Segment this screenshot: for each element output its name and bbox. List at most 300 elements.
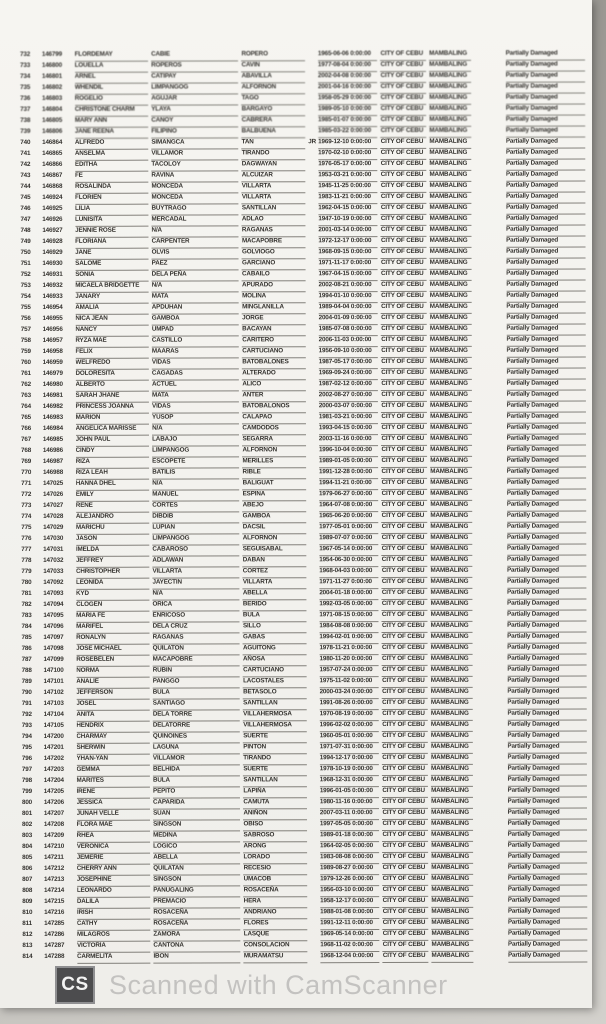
status-value: Partially Damaged: [508, 830, 587, 842]
middle-name: DELA TORRE: [153, 709, 240, 721]
record-id: 147031: [43, 545, 64, 553]
city: CITY OF CEBU: [382, 522, 428, 534]
middle-name: SINGSON: [153, 819, 240, 831]
middle-name: LABAJO: [152, 434, 239, 446]
city: CITY OF CEBU: [382, 676, 428, 688]
middle-name: DELA CRUZ: [153, 621, 240, 633]
last-name: GABAS: [243, 632, 307, 644]
record-id: 146866: [42, 160, 63, 168]
status-value: Partially Damaged: [506, 126, 585, 138]
first-name: SHERWIN: [76, 743, 149, 755]
city: CITY OF CEBU: [381, 269, 427, 281]
status-value: Partially Damaged: [508, 797, 587, 809]
first-name: JOSEL: [76, 699, 149, 711]
last-name: MINGLANILLA: [242, 302, 306, 314]
record-id: 146954: [42, 303, 63, 311]
city: CITY OF CEBU: [382, 621, 428, 633]
record-id: 147285: [44, 919, 65, 927]
status-value: Partially Damaged: [508, 808, 587, 820]
middle-name: LIMPANGOG: [151, 82, 238, 94]
status-value: Partially Damaged: [506, 82, 585, 94]
status-value: Partially Damaged: [507, 456, 586, 468]
city: CITY OF CEBU: [381, 324, 427, 336]
middle-name: VIDAS: [152, 357, 239, 369]
last-name: ALCUIZAR: [242, 170, 306, 182]
last-name: JORGE: [242, 313, 306, 325]
status-value: Partially Damaged: [506, 247, 585, 259]
record-id: 146931: [42, 270, 63, 278]
birthdate: 1984-08-08 0:00:00: [319, 621, 379, 633]
record-id: 146957: [42, 336, 63, 344]
city: CITY OF CEBU: [383, 874, 429, 886]
birthdate: 1962-04-15 0:00:00: [318, 203, 378, 215]
last-name: CALAPAO: [242, 412, 306, 424]
status-value: Partially Damaged: [506, 368, 585, 380]
record-id: 147214: [44, 886, 65, 894]
record-id: 146926: [42, 215, 63, 223]
first-name: MARICHU: [76, 523, 149, 535]
last-name: LORADO: [244, 852, 308, 864]
barangay: MAMBALING: [429, 104, 471, 116]
status-value: Partially Damaged: [507, 764, 586, 776]
city: CITY OF CEBU: [383, 852, 429, 864]
middle-name: N/A: [152, 478, 239, 490]
middle-name: MACAPOBRE: [153, 654, 240, 666]
middle-name: PANGGO: [153, 676, 240, 688]
city: CITY OF CEBU: [382, 797, 428, 809]
middle-name: ENRICOSO: [153, 610, 240, 622]
middle-name: LAGUNA: [153, 742, 240, 754]
last-name: GOLVIOGO: [242, 247, 306, 259]
barangay: MAMBALING: [429, 93, 471, 105]
first-name: FLORDEMAY: [75, 50, 148, 62]
middle-name: ROSACEÑA: [153, 918, 240, 930]
first-name: ROGELIO: [75, 94, 148, 106]
middle-name: CASTILLO: [152, 335, 239, 347]
middle-name: LIMPANGOG: [152, 533, 239, 545]
status-value: Partially Damaged: [507, 522, 586, 534]
first-name: MARIFEL: [76, 622, 149, 634]
birthdate: 1989-01-18 0:00:00: [320, 830, 380, 842]
first-name: NANCY: [75, 325, 148, 337]
record-id: 146864: [42, 138, 63, 146]
records-rows: [20, 49, 590, 963]
last-name: GAMBOA: [243, 511, 307, 523]
last-name: SABROSO: [243, 830, 307, 842]
barangay: MAMBALING: [431, 929, 473, 941]
city: CITY OF CEBU: [381, 214, 427, 226]
record-id: 147097: [43, 633, 64, 641]
city: CITY OF CEBU: [382, 775, 428, 787]
birthdate: 1958-05-29 0:00:00: [318, 93, 378, 105]
status-value: Partially Damaged: [508, 819, 587, 831]
status-value: Partially Damaged: [508, 863, 587, 875]
city: CITY OF CEBU: [382, 786, 428, 798]
birthdate: 1969-09-24 0:00:00: [319, 368, 379, 380]
record-id: 147216: [44, 908, 65, 916]
last-name: ROSACEÑA: [244, 885, 308, 897]
city: CITY OF CEBU: [381, 390, 427, 402]
first-name: RIZA: [76, 457, 149, 469]
status-value: Partially Damaged: [506, 390, 585, 402]
city: CITY OF CEBU: [382, 665, 428, 677]
city: CITY OF CEBU: [381, 302, 427, 314]
status-value: Partially Damaged: [507, 434, 586, 446]
record-id: 147032: [43, 556, 64, 564]
middle-name: MONCEDA: [151, 192, 238, 204]
first-name: ARNEL: [75, 72, 148, 84]
barangay: MAMBALING: [429, 126, 471, 138]
first-name: JESSICA: [77, 798, 150, 810]
barangay: MAMBALING: [430, 346, 472, 358]
middle-name: ABELLA: [153, 852, 240, 864]
city: CITY OF CEBU: [383, 885, 429, 897]
record-id: 147102: [43, 688, 64, 696]
city: CITY OF CEBU: [381, 192, 427, 204]
city: CITY OF CEBU: [381, 291, 427, 303]
city: CITY OF CEBU: [381, 126, 427, 138]
birthdate: 1968-12-31 0:00:00: [320, 775, 380, 787]
last-name: APURADO: [242, 280, 306, 292]
birthdate: 1987-05-17 0:00:00: [319, 357, 379, 369]
row-number: 808: [22, 886, 33, 894]
barangay: MAMBALING: [429, 49, 471, 61]
row-number: 803: [22, 831, 33, 839]
status-value: Partially Damaged: [507, 731, 586, 743]
barangay: MAMBALING: [431, 654, 473, 666]
city: CITY OF CEBU: [382, 742, 428, 754]
middle-name: VILLARTA: [152, 566, 239, 578]
row-number: 771: [21, 479, 32, 487]
last-name: CARITERO: [242, 335, 306, 347]
first-name: ROSEBELEN: [76, 655, 149, 667]
status-value: Partially Damaged: [507, 742, 586, 754]
last-name: ESPINA: [243, 489, 307, 501]
record-id: 146932: [42, 281, 63, 289]
first-name: ALEJANDRO: [76, 512, 149, 524]
record-id: 147100: [43, 666, 64, 674]
status-value: Partially Damaged: [507, 478, 586, 490]
row-number: 760: [20, 358, 31, 366]
first-name: DALILA: [77, 897, 150, 909]
first-name: NICA JEAN: [75, 314, 148, 326]
status-value: Partially Damaged: [508, 896, 587, 908]
row-number: 805: [22, 853, 33, 861]
barangay: MAMBALING: [429, 159, 471, 171]
record-id: 147105: [43, 721, 64, 729]
first-name: CHERRY ANN: [77, 864, 150, 876]
barangay: MAMBALING: [431, 621, 473, 633]
city: CITY OF CEBU: [381, 258, 427, 270]
status-value: Partially Damaged: [506, 236, 585, 248]
record-id: 146985: [42, 435, 63, 443]
record-id: 147215: [44, 897, 65, 905]
last-name: DAGWAYAN: [242, 159, 306, 171]
last-name: CORTEZ: [243, 566, 307, 578]
barangay: MAMBALING: [431, 808, 473, 820]
birthdate: 1978-10-19 0:00:00: [320, 764, 380, 776]
birthdate: 1978-11-21 0:00:00: [319, 643, 379, 655]
birthdate: 1967-05-14 0:00:00: [319, 544, 379, 556]
barangay: MAMBALING: [431, 863, 473, 875]
middle-name: CANOY: [151, 115, 238, 127]
middle-name: JAYECTIN: [152, 577, 239, 589]
barangay: MAMBALING: [430, 258, 472, 270]
row-number: 754: [20, 292, 31, 300]
status-value: Partially Damaged: [507, 709, 586, 721]
status-value: Partially Damaged: [506, 104, 585, 116]
row-number: 742: [20, 160, 31, 168]
first-name: IMELDA: [76, 545, 149, 557]
first-name: JANE REENA: [75, 127, 148, 139]
row-number: 767: [21, 435, 32, 443]
birthdate: 2002-04-08 0:00:00: [318, 71, 378, 83]
middle-name: RAVINA: [151, 170, 238, 182]
record-id: 147092: [43, 578, 64, 586]
record-id: 146956: [42, 325, 63, 333]
last-name: ABELLA: [243, 588, 307, 600]
row-number: 741: [20, 149, 31, 157]
record-id: 147203: [43, 765, 64, 773]
record-id: 146924: [42, 193, 63, 201]
record-id: 146928: [42, 237, 63, 245]
first-name: LEONARDO: [77, 886, 150, 898]
row-number: 795: [21, 743, 32, 751]
barangay: MAMBALING: [431, 643, 473, 655]
city: CITY OF CEBU: [383, 907, 429, 919]
middle-name: VILLAMOR: [151, 148, 238, 160]
row-number: 745: [20, 193, 31, 201]
birthdate: 1970-08-19 0:00:00: [320, 709, 380, 721]
first-name: ROSALINDA: [75, 182, 148, 194]
record-id: 146804: [41, 105, 63, 113]
barangay: MAMBALING: [431, 775, 473, 787]
record-id: 146801: [41, 72, 63, 80]
last-name: UMACOB: [244, 874, 308, 886]
first-name: DOLORESITA: [75, 369, 148, 381]
barangay: MAMBALING: [430, 335, 472, 347]
barangay: MAMBALING: [430, 423, 472, 435]
barangay: MAMBALING: [431, 742, 473, 754]
barangay: MAMBALING: [430, 544, 472, 556]
middle-name: BULA: [153, 687, 240, 699]
status-value: Partially Damaged: [507, 555, 586, 567]
first-name: JEMERIE: [77, 853, 150, 865]
birthdate: 1983-11-21 0:00:00: [318, 192, 378, 204]
barangay: MAMBALING: [429, 192, 471, 204]
status-value: Partially Damaged: [507, 544, 586, 556]
barangay: MAMBALING: [431, 841, 473, 853]
name-suffix: JR: [308, 138, 316, 146]
record-id: 147208: [43, 820, 65, 828]
first-name: JOSEPHINE: [77, 875, 150, 887]
row-number: 737: [20, 105, 31, 113]
record-id: 147093: [43, 589, 64, 597]
middle-name: MANUEL: [152, 489, 239, 501]
birthdate: 1969-05-14 0:00:00: [320, 929, 380, 941]
middle-name: GAMBOA: [152, 313, 239, 325]
middle-name: PEPITO: [153, 786, 240, 798]
last-name: SUERTE: [243, 731, 307, 743]
first-name: LOUELLA: [75, 61, 148, 73]
record-id: 146802: [41, 83, 63, 91]
barangay: MAMBALING: [431, 885, 473, 897]
birthdate: 1969-12-10 0:00:00: [318, 137, 378, 149]
barangay: MAMBALING: [430, 467, 472, 479]
first-name: FELIX: [75, 347, 148, 359]
row-number: 782: [21, 600, 32, 608]
first-name: FLORA MAE: [77, 820, 150, 832]
middle-name: N/A: [152, 423, 239, 435]
row-number: 752: [20, 270, 31, 278]
row-number: 750: [20, 248, 31, 256]
first-name: EMILY: [76, 490, 149, 502]
birthdate: 1954-06-30 0:00:00: [319, 555, 379, 567]
record-id: 147212: [43, 864, 65, 872]
last-name: LACOSTALES: [243, 676, 307, 688]
birthdate: 1991-08-26 0:00:00: [320, 698, 380, 710]
last-name: SANTILLAN: [243, 775, 307, 787]
last-name: VILLAHERMOSA: [243, 720, 307, 732]
row-number: 765: [20, 413, 32, 421]
last-name: LASQUE: [244, 929, 308, 941]
record-id: 147094: [43, 600, 64, 608]
city: CITY OF CEBU: [382, 511, 428, 523]
row-number: 811: [22, 919, 33, 927]
city: CITY OF CEBU: [382, 467, 428, 479]
row-number: 788: [21, 666, 32, 674]
row-number: 768: [21, 446, 32, 454]
city: CITY OF CEBU: [382, 544, 428, 556]
middle-name: ADLAWAN: [152, 555, 239, 567]
status-value: Partially Damaged: [506, 269, 585, 281]
city: CITY OF CEBU: [381, 445, 427, 457]
barangay: MAMBALING: [431, 918, 473, 930]
city: CITY OF CEBU: [381, 313, 427, 325]
birthdate: 1992-03-05 0:00:00: [319, 599, 379, 611]
city: CITY OF CEBU: [382, 588, 428, 600]
birthdate: 2002-08-27 0:00:00: [319, 390, 379, 402]
status-value: Partially Damaged: [508, 841, 587, 853]
first-name: GEMMA: [76, 765, 149, 777]
middle-name: QUINOINES: [153, 731, 240, 743]
city: CITY OF CEBU: [382, 753, 428, 765]
city: CITY OF CEBU: [381, 357, 427, 369]
status-value: Partially Damaged: [507, 412, 586, 424]
last-name: VILLARTA: [242, 181, 306, 193]
birthdate: 1956-09-10 0:00:00: [319, 346, 379, 358]
barangay: MAMBALING: [430, 203, 472, 215]
middle-name: VIDAS: [152, 401, 239, 413]
birthdate: 1979-12-26 0:00:00: [320, 874, 380, 886]
city: CITY OF CEBU: [382, 489, 428, 501]
birthdate: 1971-07-31 0:00:00: [320, 742, 380, 754]
record-id: 147096: [43, 622, 64, 630]
first-name: MARIA FE: [76, 611, 149, 623]
status-value: Partially Damaged: [506, 60, 585, 72]
row-number: 772: [21, 490, 32, 498]
table-row: [22, 951, 590, 963]
last-name: ABAVILLA: [241, 71, 305, 83]
record-id: 147033: [43, 567, 64, 575]
birthdate: 1994-02-01 0:00:00: [319, 632, 379, 644]
row-number: 758: [20, 336, 31, 344]
row-number: 777: [21, 545, 32, 553]
row-number: 809: [22, 897, 33, 905]
last-name: BETASOLO: [243, 687, 307, 699]
record-id: 146930: [42, 259, 63, 267]
last-name: BERIDO: [243, 599, 307, 611]
first-name: MARITES: [77, 776, 150, 788]
middle-name: MERCADAL: [152, 214, 239, 226]
birthdate: 1983-08-08 0:00:00: [320, 852, 380, 864]
record-id: 147202: [43, 754, 64, 762]
last-name: PINTON: [243, 742, 307, 754]
birthdate: 1987-02-12 0:00:00: [319, 379, 379, 391]
last-name: BARGAYO: [242, 104, 306, 116]
status-value: Partially Damaged: [507, 533, 586, 545]
barangay: MAMBALING: [430, 445, 472, 457]
middle-name: OLVIS: [152, 247, 239, 259]
status-value: Partially Damaged: [506, 49, 585, 61]
row-number: 806: [22, 864, 33, 872]
middle-name: APDUHAN: [152, 302, 239, 314]
last-name: VILLARTA: [242, 192, 306, 204]
middle-name: BULA: [153, 775, 240, 787]
first-name: ANGELICA MARISSE: [76, 424, 149, 436]
first-name: EDITHA: [75, 160, 148, 172]
first-name: VERONICA: [77, 842, 150, 854]
barangay: MAMBALING: [431, 907, 473, 919]
last-name: RECESIO: [244, 863, 308, 875]
city: CITY OF CEBU: [383, 951, 429, 963]
barangay: MAMBALING: [430, 291, 472, 303]
city: CITY OF CEBU: [382, 764, 428, 776]
city: CITY OF CEBU: [381, 401, 427, 413]
birthdate: 1956-03-10 0:00:00: [320, 885, 380, 897]
last-name: BALIGUAT: [243, 478, 307, 490]
row-number: 802: [22, 820, 33, 828]
middle-name: BUYTRAGO: [151, 203, 238, 215]
status-value: Partially Damaged: [506, 401, 585, 413]
record-id: 146958: [42, 347, 63, 355]
birthdate: 1964-07-08 0:00:00: [319, 500, 379, 512]
status-value: Partially Damaged: [506, 335, 585, 347]
record-id: 146983: [42, 413, 63, 421]
record-id: 147207: [43, 809, 64, 817]
middle-name: SANTIAGO: [153, 698, 240, 710]
row-number: 804: [22, 842, 33, 850]
birthdate: 1945-11-25 0:00:00: [318, 181, 378, 193]
row-number: 801: [21, 809, 33, 817]
first-name: JASON: [76, 534, 149, 546]
first-name: ANALIE: [76, 677, 149, 689]
record-id: 146803: [41, 94, 63, 102]
middle-name: CAGADAS: [152, 368, 239, 380]
row-number: 798: [21, 776, 32, 784]
first-name: FLORIANA: [75, 237, 148, 249]
record-id: 147286: [44, 930, 65, 938]
city: CITY OF CEBU: [382, 687, 428, 699]
birthdate: 1976-05-17 0:00:00: [318, 159, 378, 171]
barangay: MAMBALING: [431, 940, 473, 952]
status-value: Partially Damaged: [506, 181, 585, 193]
record-id: 147098: [43, 644, 64, 652]
status-value: Partially Damaged: [506, 280, 585, 292]
first-name: JANARY: [75, 292, 148, 304]
first-name: MARY ANN: [75, 116, 148, 128]
status-value: Partially Damaged: [507, 665, 586, 677]
